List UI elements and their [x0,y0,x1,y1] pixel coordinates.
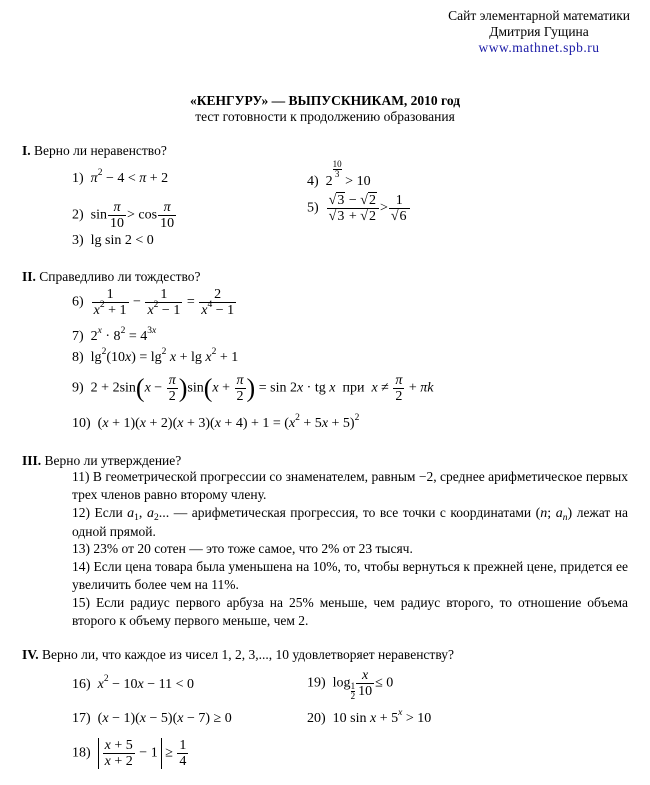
problem-17: 17) (x − 1)(x − 5)(x − 7) ≥ 0 [72,711,232,726]
section-4-text: Верно ли, что каждое из чисел 1, 2, 3,..., 10 удовлетворяет неравенству? [42,647,454,662]
problem-5: 5) $\frac{√3 - √2}{√3 + √2}$ > $\frac{1}{√6}$ [307,193,411,224]
section-3-number: III. [22,453,42,468]
problem-7-label: 7) [72,329,84,344]
problem-20-label: 20) [307,711,326,726]
page-subtitle: тест готовности к продолжению образования [195,109,455,124]
statement-13: 13) 23% от 20 сотен — это тоже самое, что 2% от 23 тысяч. [72,541,413,556]
statement-12: 12) Если $a_1$, $a_2$... — арифметическая прогрессия, то все точки с координатами (n; $a_n$) лежат на одной прямой. [72,505,628,539]
problem-2-label: 2) [72,207,84,223]
problem-16-label: 16) [72,677,91,692]
statement-12-part-a: 12) Если [72,505,123,520]
section-2-number: II. [22,269,36,284]
problem-4-label: 4) [307,174,319,189]
problem-7: 7) $2^x \cdot 8^2 = 4^{3x}$ [72,326,157,344]
statement-11: 11) В геометрической прогрессии со знаменателем, равным −2, среднее арифметическое первых трех членов равно второму члену. [72,469,628,502]
problem-1-label: 1) [72,171,84,186]
problem-2: 2) sin $\frac{\pi}{10}$ > cos $\frac{\pi}{10}$ [72,200,175,231]
problem-8-label: 8) [72,350,84,365]
problem-6: 6) $\frac{1}{x^2 + 1}$ − $\frac{1}{x^2 - 1}$ = $\frac{2}{x^4 - 1}$ [72,287,235,318]
problem-4: 4) 2 $\frac{10}{3}$ > 10 [307,159,371,189]
problem-16: 16) $x^2 - 10x - 11 < 0$ [72,674,195,692]
statement-12-part-c: лежат на одной прямой. [72,505,628,539]
section-4-heading [22,647,454,663]
problem-10-label: 10) [72,416,91,431]
problem-8: 8) $\lg^2(10x) = \lg^2 x + \lg x^2 + 1$ [72,347,239,365]
problem-3: 3) lg sin 2 < 0 [72,233,154,248]
problem-9-label: 9) [72,380,84,396]
section-3-text: Верно ли утверждение? [44,453,182,468]
problem-1: 1) $\pi^2 - 4 < \pi + 2$ [72,168,169,186]
section-4-number: IV. [22,647,39,662]
site-credit [448,8,630,56]
site-url[interactable]: www.mathnet.spb.ru [478,40,600,55]
site-line-1: Сайт элементарной математики [448,8,630,23]
problem-17-label: 17) [72,711,91,726]
page-title: «КЕНГУРУ» — ВЫПУСКНИКАМ, 2010 год [189,93,461,108]
statement-12-part-b: — арифметическая прогрессия, то все точки с координатами [173,505,532,520]
problem-20: 20) 10 $\sin x + 5^x > 10$ [307,708,432,726]
problem-5-label: 5) [307,200,319,216]
section-1-text: Верно ли неравенство? [34,143,167,158]
section-3-heading [22,453,181,469]
problem-3-label: 3) [72,233,84,248]
problem-19: 19) log $\frac{1}{2}$ $\frac{x}{10}$ ≤ 0 [307,668,394,701]
problem-18-label: 18) [72,745,91,761]
section-1-number: I. [22,143,31,158]
problem-6-label: 6) [72,294,84,310]
problem-10: 10) $(x + 1)(x + 2)(x + 3)(x + 4) + 1 = (x^2 + 5x + 5)^2$ [72,413,360,431]
problem-18: 18) $\frac{x + 5}{x + 2}$ − 1 ≥ $\frac{1}{4}$ [72,738,187,769]
section-2-text: Справедливо ли тождество? [39,269,201,284]
section-1-heading [22,143,167,159]
section-2-heading [22,269,201,285]
problem-19-label: 19) [307,675,326,691]
statement-15: 15) Если радиус первого арбуза на 25% меньше, чем радиус второго, то отношение объема второго к объему первого меньше, чем 2. [72,595,628,628]
site-line-2: Дмитрия Гущина [489,24,589,39]
statement-14: 14) Если цена товара была уменьшена на 10%, то, чтобы вернуться к прежней цене, придется ее увеличить более чем на 11%. [72,559,628,592]
problem-9: 9) 2 + 2sin(x − $\frac{\pi}{2}$ )sin(x + $\frac{\pi}{2}$ ) = sin 2x · tg x при x ≠ $\frac{\pi}{2}$ + πk [72,373,434,404]
